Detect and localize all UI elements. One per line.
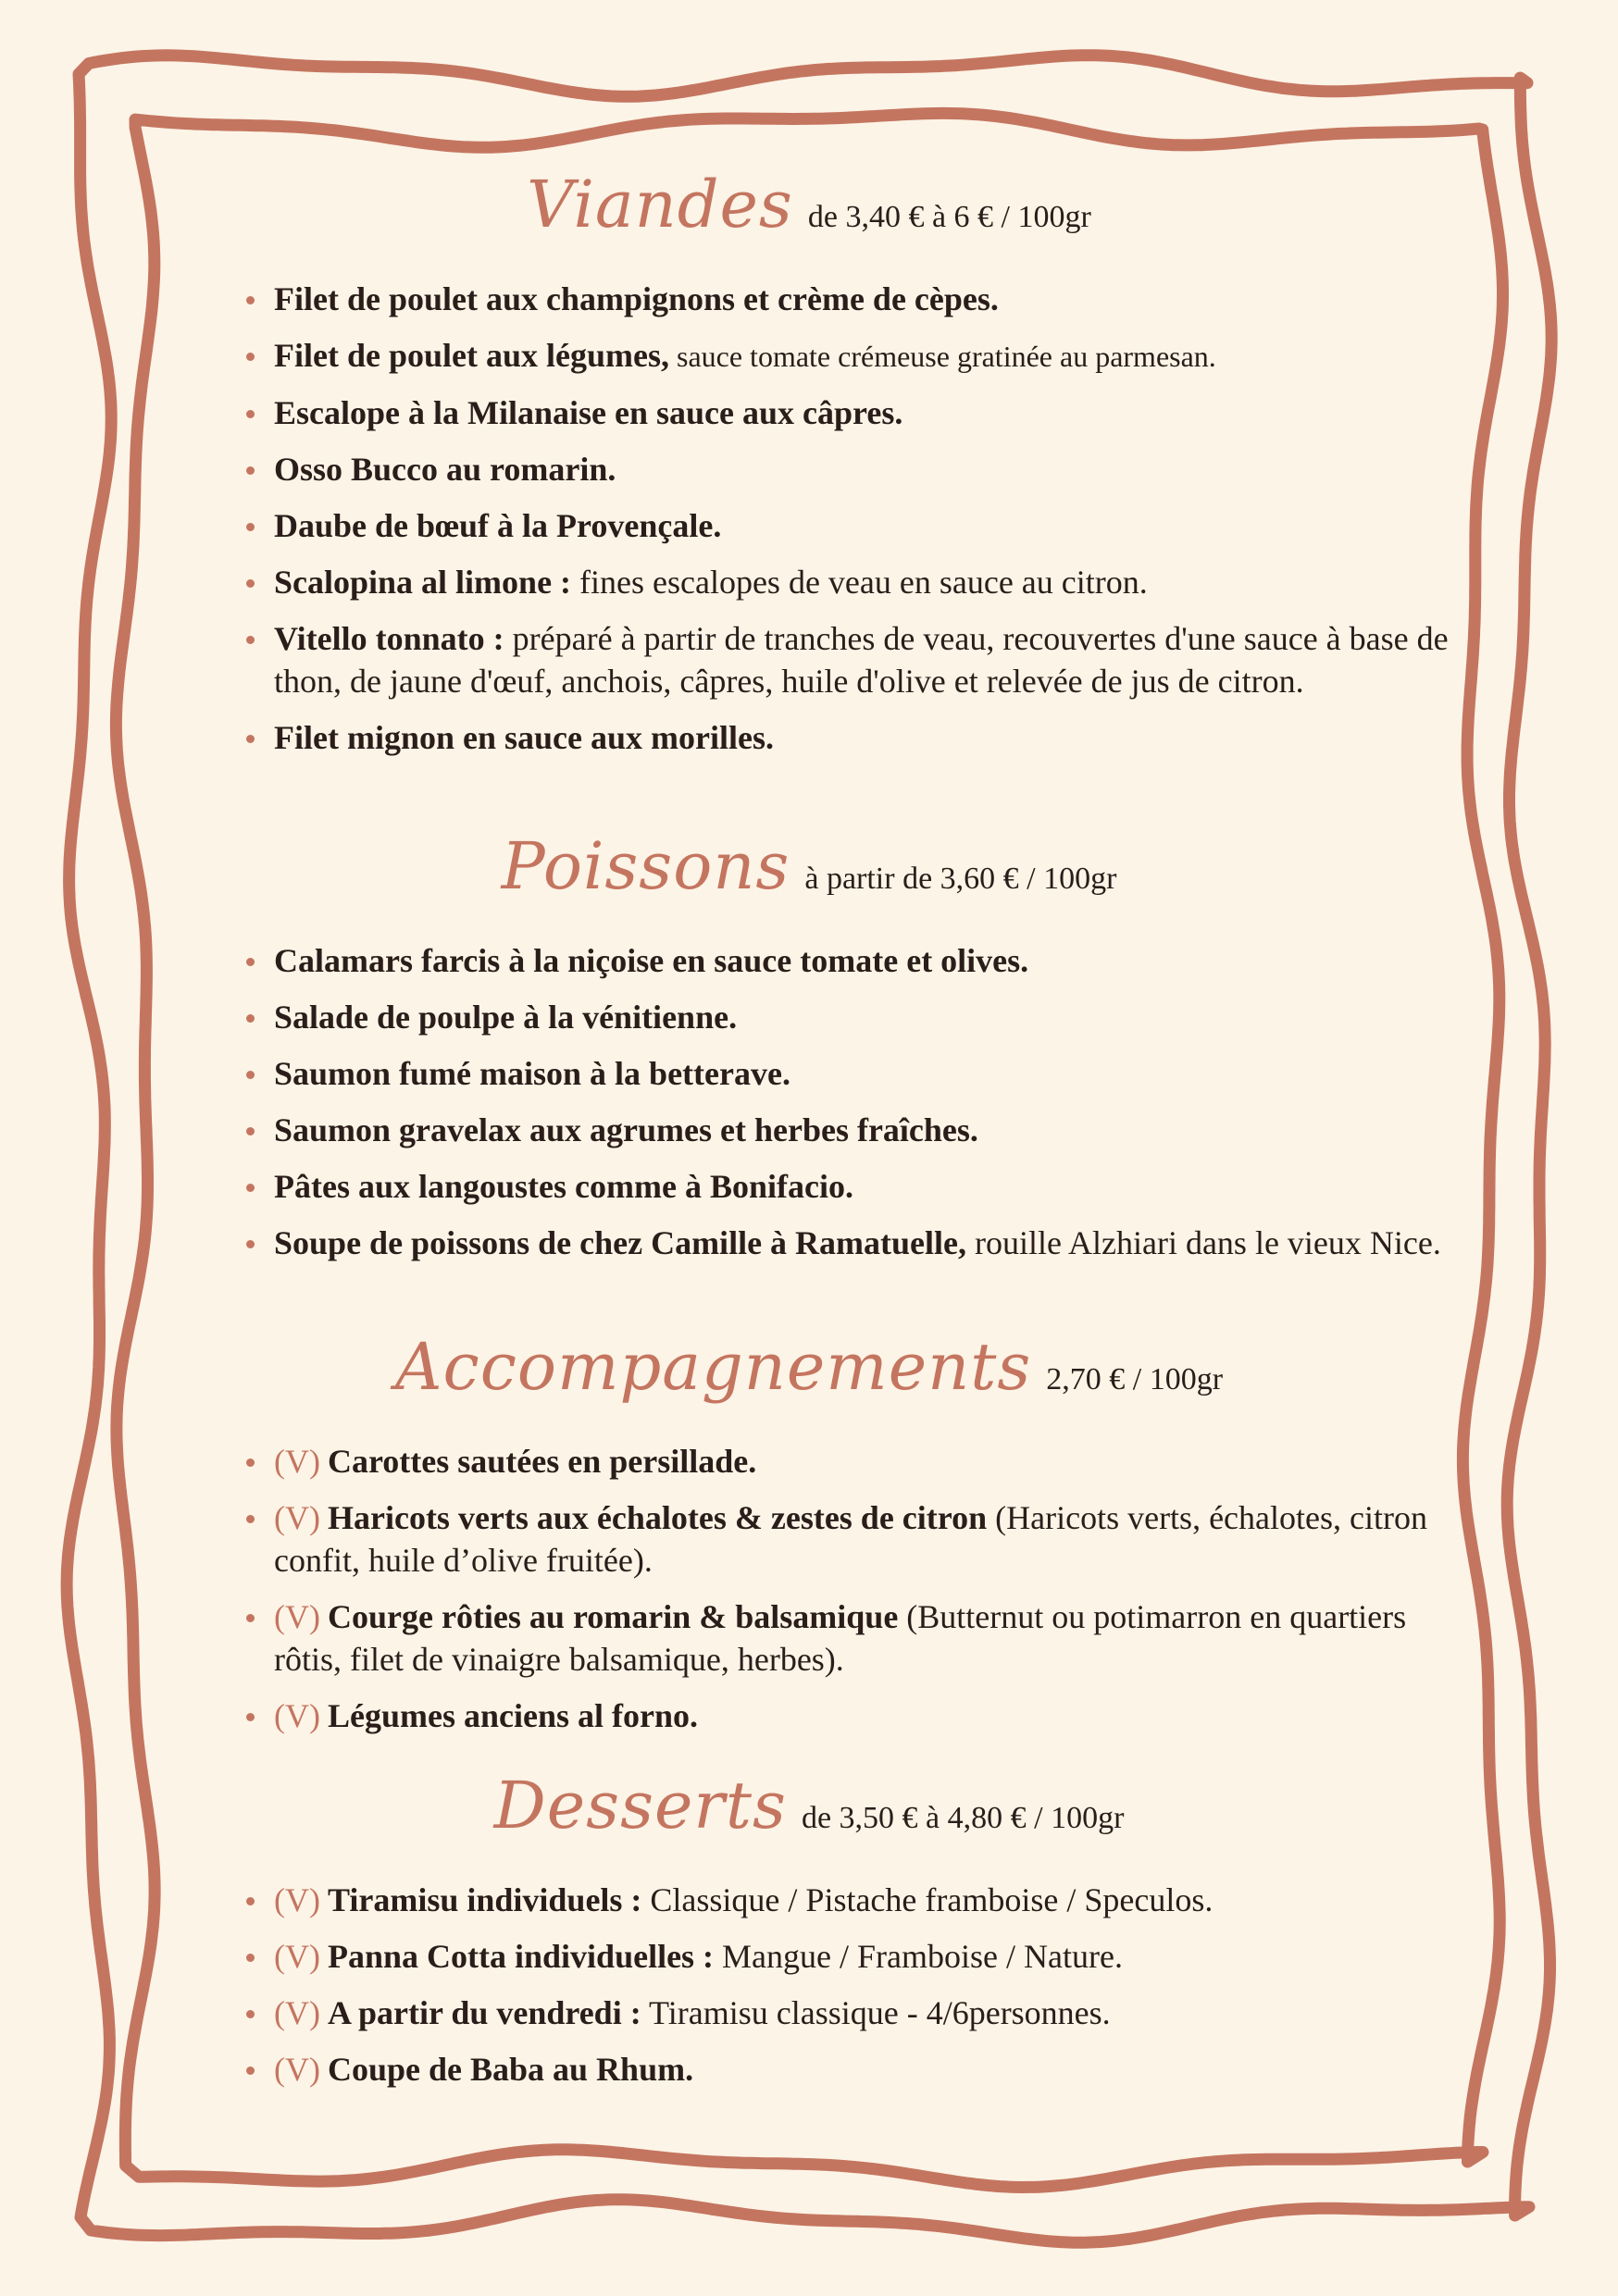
item-description: (Haricots verts, échalotes, citron confit, huile d’olive fruitée).	[274, 1499, 1427, 1579]
bullet-icon	[246, 523, 255, 531]
bullet-icon	[246, 353, 255, 361]
menu-item	[243, 334, 1455, 378]
bullet-icon	[246, 1127, 255, 1136]
bullet-icon	[246, 1071, 255, 1079]
vegetarian-tag: (V)	[274, 1938, 320, 1975]
item-name: Vitello tonnato :	[274, 620, 504, 657]
bullet-icon	[246, 1954, 255, 1962]
item-name: Panna Cotta individuelles :	[327, 1938, 715, 1975]
item-name: Courge rôties au romarin & balsamique	[327, 1598, 899, 1635]
section-heading	[0, 828, 1618, 921]
menu-item	[243, 448, 1455, 490]
item-name: Tiramisu individuels :	[327, 1881, 642, 1918]
menu-item	[243, 2048, 1455, 2091]
menu-item	[243, 939, 1455, 982]
section-accompagnements	[0, 1329, 1618, 1421]
section-heading	[0, 1768, 1618, 1860]
bullet-icon	[246, 1515, 255, 1523]
section-poissons	[0, 828, 1618, 921]
bullet-icon	[246, 1458, 255, 1467]
item-name: A partir du vendredi :	[327, 1994, 641, 2031]
bullet-icon	[246, 636, 255, 644]
menu-item	[243, 1496, 1455, 1582]
item-name: Osso Bucco au romarin.	[274, 451, 616, 488]
menu-item	[243, 1222, 1455, 1264]
section-heading	[0, 1329, 1618, 1421]
vegetarian-tag: (V)	[274, 1598, 320, 1635]
bullet-icon	[246, 1184, 255, 1192]
item-name: Filet de poulet aux légumes,	[274, 337, 669, 374]
item-name: Daube de bœuf à la Provençale.	[274, 507, 722, 544]
item-description: rouille Alzhiari dans le vieux Nice.	[966, 1224, 1441, 1261]
section-heading	[0, 167, 1618, 259]
vegetarian-tag: (V)	[274, 1443, 320, 1480]
menu-item	[243, 617, 1455, 702]
item-name: Légumes anciens al forno.	[327, 1697, 698, 1734]
bullet-icon	[246, 579, 255, 588]
item-description: sauce tomate crémeuse gratinée au parmesan.	[668, 340, 1216, 373]
item-description: préparé à partir de tranches de veau, recouvertes d'une sauce à base de thon, de jaune d'œuf, anchois, câpres, huile d'olive et relevée de jus de citron.	[274, 620, 1449, 700]
bullet-icon	[246, 735, 255, 743]
section-title: Poissons	[501, 828, 790, 904]
vegetarian-tag: (V)	[274, 1881, 320, 1918]
menu-item	[243, 1992, 1455, 2034]
bullet-icon	[246, 1614, 255, 1622]
vegetarian-tag: (V)	[274, 1499, 320, 1536]
item-description: Tiramisu classique - 4/6personnes.	[641, 1994, 1111, 2031]
menu-item	[243, 1109, 1455, 1151]
bullet-icon	[246, 466, 255, 475]
item-description: fines escalopes de veau en sauce au citron.	[571, 564, 1148, 601]
section-price: 2,70 € / 100gr	[1046, 1362, 1224, 1396]
section-price: à partir de 3,60 € / 100gr	[804, 862, 1117, 896]
item-name: Saumon fumé maison à la betterave.	[274, 1055, 790, 1092]
item-name: Soupe de poissons de chez Camille à Ramatuelle,	[274, 1224, 967, 1261]
vegetarian-tag: (V)	[274, 2051, 320, 2088]
section-desserts	[0, 1768, 1618, 1860]
bullet-icon	[246, 1897, 255, 1905]
menu-item	[243, 1440, 1455, 1483]
menu-item	[243, 996, 1455, 1038]
menu-item	[243, 1595, 1455, 1681]
section-title: Desserts	[493, 1768, 787, 1843]
bullet-icon	[246, 296, 255, 304]
menu-item	[243, 278, 1455, 320]
item-name: Pâtes aux langoustes comme à Bonifacio.	[274, 1168, 853, 1205]
section-title: Viandes	[527, 167, 793, 242]
item-description: Classique / Pistache framboise / Speculos.	[641, 1881, 1214, 1918]
menu-item	[243, 561, 1455, 603]
desserts-list	[243, 1879, 1455, 2104]
bullet-icon	[246, 2010, 255, 2018]
item-name: Scalopina al limone :	[274, 564, 572, 601]
item-name: Salade de poulpe à la vénitienne.	[274, 999, 738, 1036]
bullet-icon	[246, 1014, 255, 1023]
menu-item	[243, 716, 1455, 759]
item-description: (Butternut ou potimarron en quartiers rôtis, filet de vinaigre balsamique, herbes).	[274, 1598, 1407, 1678]
menu-item	[243, 1694, 1455, 1737]
item-name: Coupe de Baba au Rhum.	[327, 2051, 694, 2088]
item-name: Escalope à la Milanaise en sauce aux câpres.	[274, 394, 903, 431]
item-name: Saumon gravelax aux agrumes et herbes fraîches.	[274, 1111, 978, 1148]
item-name: Filet mignon en sauce aux morilles.	[274, 719, 774, 756]
bullet-icon	[246, 958, 255, 966]
item-name: Filet de poulet aux champignons et crème de cèpes.	[274, 280, 999, 317]
bullet-icon	[246, 1240, 255, 1248]
section-title: Accompagnements	[394, 1329, 1032, 1405]
item-name: Carottes sautées en persillade.	[327, 1443, 757, 1480]
viandes-list	[243, 278, 1455, 773]
bullet-icon	[246, 2066, 255, 2075]
bullet-icon	[246, 1713, 255, 1721]
item-name: Haricots verts aux échalotes & zestes de citron	[327, 1499, 988, 1536]
menu-item	[243, 1935, 1455, 1978]
menu-item	[243, 504, 1455, 547]
vegetarian-tag: (V)	[274, 1697, 320, 1734]
section-viandes	[0, 167, 1618, 259]
section-price: de 3,40 € à 6 € / 100gr	[807, 200, 1091, 234]
poissons-list	[243, 939, 1455, 1278]
menu-item	[243, 1165, 1455, 1208]
vegetarian-tag: (V)	[274, 1994, 320, 2031]
section-price: de 3,50 € à 4,80 € / 100gr	[801, 1801, 1125, 1835]
menu-item	[243, 1879, 1455, 1921]
menu-item	[243, 1052, 1455, 1095]
item-name: Calamars farcis à la niçoise en sauce tomate et olives.	[274, 942, 1029, 979]
accompagnements-list	[243, 1440, 1455, 1751]
item-description: Mangue / Framboise / Nature.	[714, 1938, 1123, 1975]
menu-item	[243, 391, 1455, 434]
bullet-icon	[246, 410, 255, 418]
